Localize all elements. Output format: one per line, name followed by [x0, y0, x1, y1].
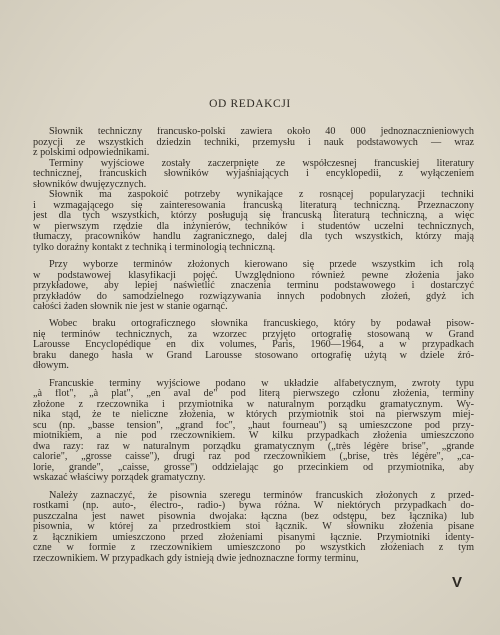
text-line: miotnikiem, a nie pod rzeczownikiem. W kilku przypadkach złożenia umieszczono	[33, 431, 474, 442]
text-line: dłowym.	[33, 361, 69, 372]
text-line: Wobec braku ortograficznego słownika francuskiego, który by podawał pisow-	[49, 319, 474, 330]
text-line: Terminy wyjściowe zostały zaczerpnięte ze współczesnej francuskiej literatury	[49, 158, 474, 169]
paragraph	[33, 127, 474, 254]
text-line: braku danego hasła w Grand Larousse stosowano ortografię użytą w dziele źró-	[33, 350, 474, 361]
text-line: „à flot", „à plat", „en aval de" pod literą pierwszego członu złożenia, terminy	[33, 389, 474, 400]
text-line: w pierwszym rzędzie dla inżynierów, techników i studentów uczelni technicznych,	[33, 221, 474, 232]
text-line: czne w formie z rzeczownikiem umieszczono po wszystkich złożeniach z tym	[33, 543, 474, 554]
paragraph	[33, 491, 474, 565]
text-line: w podstawowej klasyfikacji pojęć. Uwzględniono również pewne złożenia jako	[33, 270, 474, 281]
text-line: nię terminów technicznych, za wzorzec przyjęto ortografię stosowaną w Grand	[33, 329, 474, 340]
text-line: wskazać właściwy porządek gramatyczny.	[33, 473, 206, 484]
text-line: Należy zaznaczyć, że pisownia szeregu terminów francuskich złożonych z przed-	[49, 490, 474, 501]
section-title: OD REDAKCJI	[209, 98, 291, 110]
text-line: jest dla tych wszystkich, którzy posługują się francuską literaturą techniczną, a więc	[33, 211, 474, 222]
text-line: Słownik ma zaspokoić potrzeby wynikające z rosnącej popularyzacji techniki	[49, 190, 474, 201]
text-line: tylko doraźny kontakt z techniką i terminologią techniczną.	[33, 243, 276, 254]
paragraph	[33, 379, 474, 484]
text-line: Przy wyborze terminów złożonych kierowano się przede wszystkim ich rolą	[49, 260, 474, 271]
text-line: calorie", „grosse caisse"), drugi raz pod rzeczownikiem („brise, très légère", „ca-	[33, 452, 474, 463]
text-line: z polskimi odpowiednikami.	[33, 148, 150, 159]
text-body	[33, 127, 474, 564]
text-line: przykładowe, aby lepiej naświetlić znaczenia terminu podstawowego i dostarczyć	[33, 281, 474, 292]
text-line: pozycji ze wszystkich dziedzin techniki, przemysłu i nauk podstawowych — wraz	[33, 137, 474, 148]
text-line: pisownia, w której za przedrostkiem stoi łącznik. W słowniku złożenia pisane	[33, 522, 474, 533]
paragraph	[33, 319, 474, 372]
text-line: z łącznikiem umieszczono przed złożeniami pisanymi łącznie. Przymiotniki identy-	[33, 532, 474, 543]
text-line: tłumaczy, pracowników handlu zagranicznego, dalej dla tych wszystkich, którzy mają	[33, 232, 474, 243]
text-line: rostkami (np. auto-, électro-, radio-) bywa różna. W niektórych przypadkach do-	[33, 501, 474, 512]
text-line: Słownik techniczny francusko-polski zawiera około 40 000 jednoznacznieniowych	[49, 127, 474, 137]
text-line: Francuskie terminy wyjściowe podano w układzie alfabetycznym, zwroty typu	[49, 378, 474, 389]
text-line: scu (np. „basse tension", „grand foc", „haut fourneau") są umieszczone pod przy-	[33, 420, 474, 431]
text-line: lorie, grande", „caisse, grosse") oddzielając go przecinkiem od przymiotnika, aby	[33, 462, 474, 473]
text-line: słowników dwujęzycznych.	[33, 179, 147, 190]
text-line: puszczalna jest nawet pisownia dwojaka: łączna (bez odstępu, bez łącznika) lub	[33, 511, 474, 522]
text-line: całości żaden słownik nie jest w stanie ogarnąć.	[33, 302, 228, 313]
text-line: złożone z rzeczownika i przymiotnika w naturalnym porządku gramatycznym. Wy-	[33, 399, 474, 410]
text-line: i wzmagającego się zainteresowania francuską literaturą techniczną. Przeznaczony	[33, 200, 474, 211]
text-line: przykładów do samodzielnego rozwiązywania innych podobnych złożeń, gdyż ich	[33, 291, 474, 302]
text-line: technicznej, francuskich słowników wyjaśniających i encyklopedii, z wyłączeniem	[33, 169, 474, 180]
text-line: nika stąd, że te nieliczne złożenia, w których przymiotnik stoi na pierwszym miej-	[33, 410, 474, 421]
text-line: Larousse Encyclopédique en dix volumes, Paris, 1960—1964, a w przypadkach	[33, 340, 474, 351]
paragraph	[33, 260, 474, 313]
page-number: V	[452, 574, 463, 591]
text-line: rzeczownikiem. W przypadkach gdy istnieją dwie jednoznaczne formy terminu,	[33, 553, 359, 564]
text-line: dwa razy: raz w naturalnym porządku gramatycznym („très légère brise", „grande	[33, 441, 474, 452]
